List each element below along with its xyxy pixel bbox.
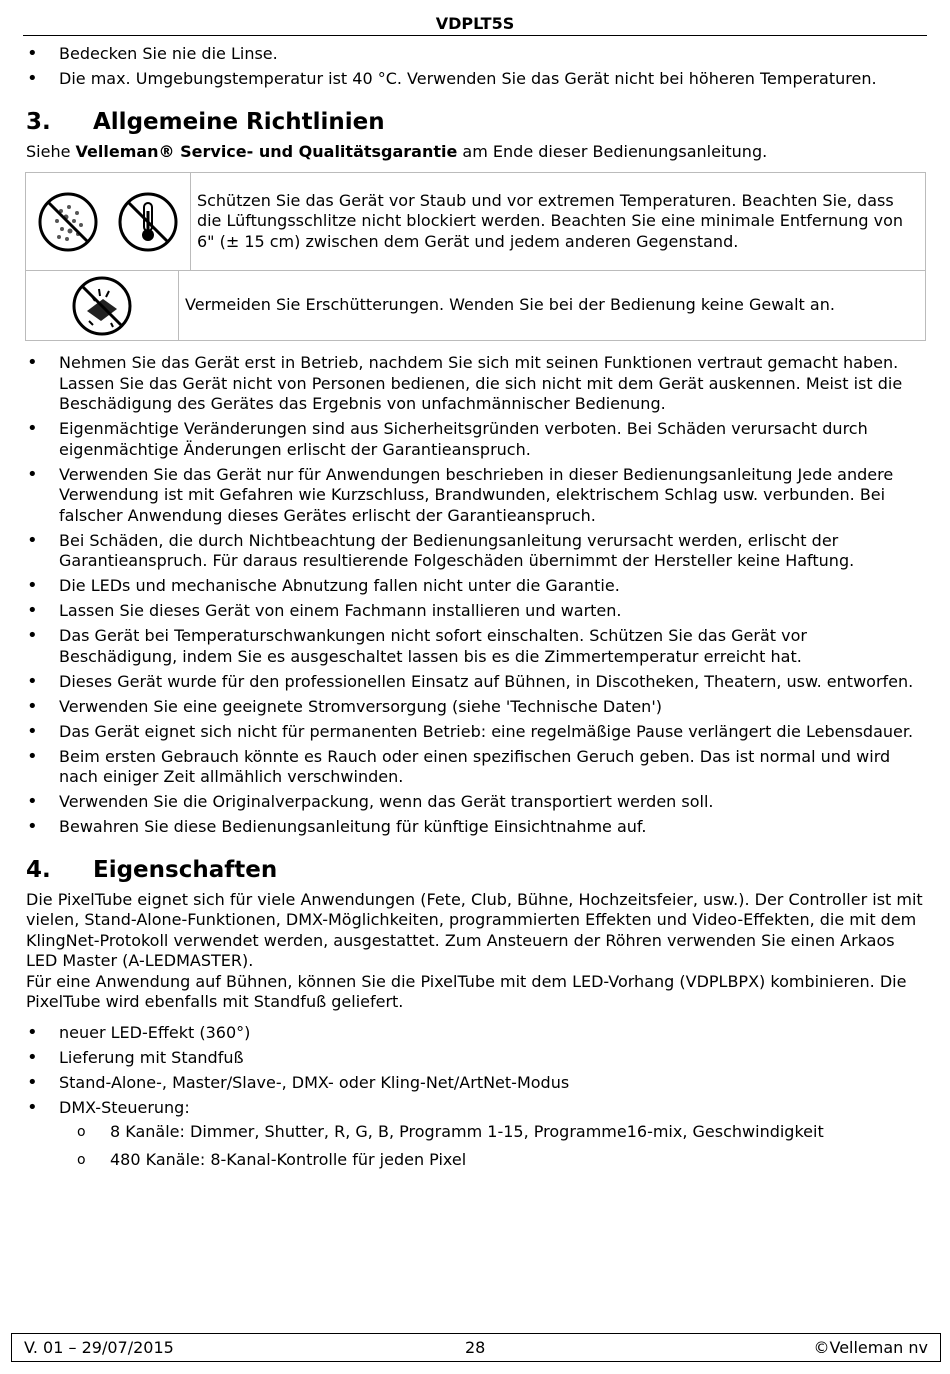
icon-cell [26, 271, 179, 341]
document-title: VDPLT5S [435, 14, 515, 33]
section-3-bullet-list [26, 353, 926, 838]
no-shock-icon [71, 295, 133, 314]
sub-list-item: o 8 Kanäle: Dimmer, Shutter, R, G, B, Programm 1-15, Programme16-mix, Geschwindigkeit [59, 1122, 926, 1143]
page-content [26, 44, 926, 1177]
intro-suffix: am Ende dieser Bedienungsanleitung. [457, 141, 768, 161]
intro-bullet-list [26, 44, 926, 90]
text-cell: Vermeiden Sie Erschütterungen. Wenden Sie bei der Bedienung keine Gewalt an. [179, 271, 926, 341]
list-item: • Verwenden Sie das Gerät nur für Anwendungen beschrieben in dieser Bedienungsanleitung Jede andere Verwendung ist mit Gefahren wie Kurzschluss, Brandwunden, elektrischem Schlag usw. verbunden. Bei falscher Anwendung dieses Gerätes erlischt der Garantieanspruch. [26, 465, 926, 527]
list-item: • Das Gerät bei Temperaturschwankungen nicht sofort einschalten. Schützen Sie das Gerät vor Beschädigung, indem Sie es ausgeschaltet lassen bis es die Zimmertemperatur erreicht hat. [26, 626, 926, 667]
warranty-reference: Velleman® Service- und Qualitätsgarantie [75, 141, 458, 161]
section-number: 3. [26, 108, 51, 135]
list-item: • Lieferung mit Standfuß [26, 1048, 926, 1069]
list-item: • Verwenden Sie die Originalverpackung, wenn das Gerät transportiert werden soll. [26, 792, 926, 813]
list-item: • Dieses Gerät wurde für den professionellen Einsatz auf Bühnen, in Discotheken, Theatern, usw. entworfen. [26, 672, 926, 693]
table-row [26, 271, 926, 341]
list-item: • Das Gerät eignet sich nicht für permanenten Betrieb: eine regelmäßige Pause verlängert die Lebensdauer. [26, 722, 926, 743]
list-item: • Beim ersten Gebrauch könnte es Rauch oder einen spezifischen Geruch geben. Das ist normal und wird nach einiger Zeit allmählich verschwinden. [26, 747, 926, 788]
list-item: • neuer LED-Effekt (360°) [26, 1023, 926, 1044]
version-date: V. 01 – 29/07/2015 [24, 1338, 174, 1357]
section-4-paragraph-2: Für eine Anwendung auf Bühnen, können Sie die PixelTube mit dem LED-Vorhang (VDPLBPX) kombinieren. Die PixelTube wird ebenfalls mit Standfuß geliefert. [26, 971, 907, 1011]
list-item: • Verwenden Sie eine geeignete Stromversorgung (siehe 'Technische Daten') [26, 697, 926, 718]
copyright: ©Velleman nv [813, 1338, 928, 1357]
no-dust-icon [37, 211, 104, 230]
no-temperature-icon [117, 211, 179, 230]
features-bullet-list [26, 1023, 926, 1171]
section-4-heading [26, 856, 926, 884]
text-cell: Schützen Sie das Gerät vor Staub und vor extremen Temperaturen. Beachten Sie, dass die Lüftungsschlitze nicht blockiert werden. Beachten Sie eine minimale Entfernung von 6" (± 15 cm) zwischen dem Gerät und jedem anderen Gegenstand. [190, 173, 925, 271]
page-footer [11, 1333, 941, 1362]
table-row [26, 173, 926, 271]
section-3-heading [26, 108, 926, 136]
list-item: • Nehmen Sie das Gerät erst in Betrieb, nachdem Sie sich mit seinen Funktionen vertraut gemacht haben. Lassen Sie das Gerät nicht von Personen bedienen, die sich nicht mit dem Gerät auskennen. Meist ist die Beschädigung des Gerätes das Ergebnis von unfachmännischer Bedienung. [26, 353, 926, 415]
section-3-intro [26, 142, 926, 163]
dmx-sub-list [59, 1122, 926, 1170]
page-number: 28 [465, 1338, 486, 1357]
section-number: 4. [26, 856, 51, 883]
list-item [26, 1098, 926, 1171]
list-item: • Lassen Sie dieses Gerät von einem Fachmann installieren und warten. [26, 601, 926, 622]
list-item: • Bewahren Sie diese Bedienungsanleitung für künftige Einsichtnahme auf. [26, 817, 926, 838]
list-item: • Bei Schäden, die durch Nichtbeachtung der Bedienungsanleitung verursacht werden, erlischt der Garantieanspruch. Für daraus resultierende Folgeschäden übernimmt der Hersteller keine Haftung. [26, 531, 926, 572]
icon-cell [26, 173, 191, 271]
section-title: Allgemeine Richtlinien [93, 108, 385, 135]
safety-symbol-table [25, 172, 926, 341]
list-item: • Stand-Alone-, Master/Slave-, DMX- oder Kling-Net/ArtNet-Modus [26, 1073, 926, 1094]
list-item: • Eigenmächtige Veränderungen sind aus Sicherheitsgründen verboten. Bei Schäden verursacht durch eigenmächtige Änderungen erlischt der Garantieanspruch. [26, 419, 926, 460]
intro-prefix: Siehe [26, 141, 76, 161]
list-item: • Die max. Umgebungstemperatur ist 40 °C. Verwenden Sie das Gerät nicht bei höheren Temperaturen. [26, 69, 926, 90]
list-item: • Bedecken Sie nie die Linse. [26, 44, 926, 65]
sub-list-item: o 480 Kanäle: 8-Kanal-Kontrolle für jeden Pixel [59, 1150, 926, 1171]
page-header [23, 13, 927, 36]
section-title: Eigenschaften [93, 856, 278, 883]
list-item: • Die LEDs und mechanische Abnutzung fallen nicht unter die Garantie. [26, 576, 926, 597]
section-4-paragraph-1: Die PixelTube eignet sich für viele Anwendungen (Fete, Club, Bühne, Hochzeitsfeier, usw.). Der Controller ist mit vielen, Stand-Alone-Funktionen, DMX-Möglichkeiten, programmierten Effekten und Video-Effekten, die mit dem KlingNet-Protokoll verwendet werden, ausgestattet. Zum Ansteuern der Röhren verwenden Sie einen Arkaos LED Master (A-LEDMASTER). [26, 889, 923, 970]
list-item-label: DMX-Steuerung: [59, 1097, 190, 1117]
